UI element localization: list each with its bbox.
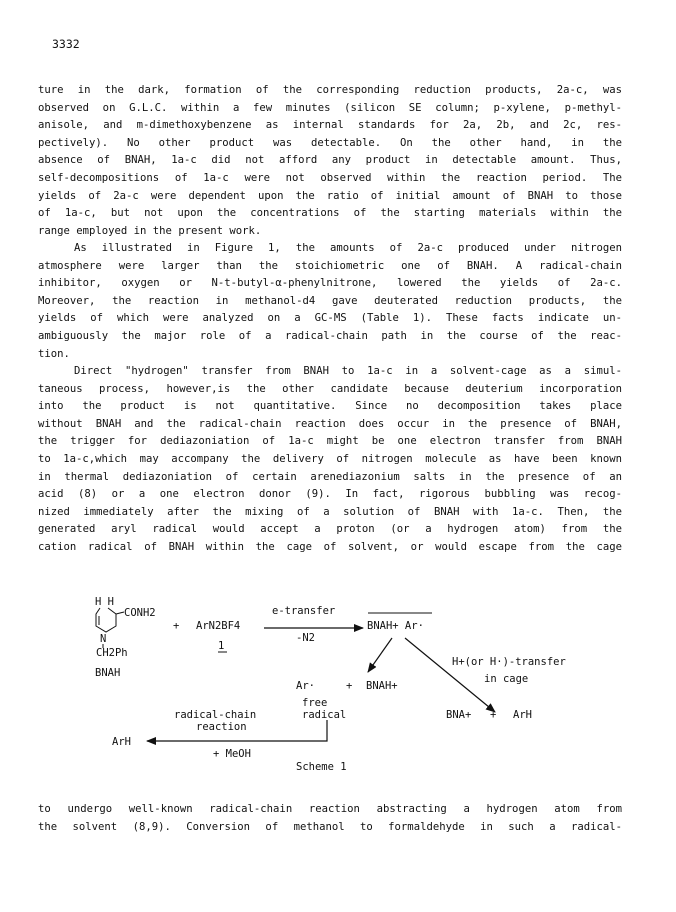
bnah-radical-cation: BNAH+ (366, 680, 398, 692)
cage-transfer-arrow (405, 638, 495, 712)
text-line: range employed in the present work. (38, 224, 262, 237)
methanol-label: + MeOH (213, 748, 251, 760)
plus-sign: + (346, 680, 353, 692)
text-line: inhibitor, oxygen or N-t-butyl-α-phenylnitrone, lowered the yields of 2a-c. (38, 277, 622, 290)
text-line: acid (8) or a one electron donor (9). In fact, rigorous bubbling was recog- (38, 488, 622, 501)
free-radical-label: radical (302, 709, 347, 721)
text-line: As illustrated in Figure 1, the amounts of 2a-c produced under nitrogen (74, 242, 622, 254)
text-line: of 1a-c, but not upon the concentrations of the starting materials within the (38, 207, 622, 220)
bnah-label: BNAH (95, 667, 121, 679)
text-line: in thermal dediazoniation of certain arenediazonium salts in the presence of an (38, 470, 622, 483)
aryl-radical: Ar· (296, 680, 315, 692)
text-line: taneous process, however,is the other candidate because deuterium incorporation (38, 382, 622, 395)
plus-sign: + (173, 620, 180, 632)
ring-nitrogen: N (100, 633, 107, 645)
radical-chain-label: radical-chain (174, 709, 257, 721)
text-line: to undergo well-known radical-chain reaction abstracting a hydrogen atom from (38, 803, 622, 815)
paragraph-3 (38, 363, 622, 557)
paragraph-1 (38, 82, 622, 240)
diazonium-salt: ArN2BF4 (196, 620, 241, 632)
text-line: absence of BNAH, 1a-c did not afford any product in detectable amount. Thus, (38, 154, 622, 167)
paragraph-4 (38, 801, 622, 836)
text-line: anisole, and m-dimethoxybenzene as internal standards for 2a, 2b, and 2c, res- (38, 119, 622, 132)
h-transfer-label: H+(or H·)-transfer (452, 656, 566, 668)
text-line: ambiguously the major role of a radical-chain path in the course of the reac- (38, 329, 622, 342)
text-line: atmosphere were larger than the stoichiometric one of BNAH. A radical-chain (38, 259, 622, 272)
text-line: the trigger for dediazoniation of 1a-c might be one electron transfer from BNAH (38, 435, 622, 448)
text-line: into the product is not quantitative. Since no decomposition takes place (38, 400, 622, 413)
text-line: without BNAH and the radical-chain reaction does occur in the presence of BNAH, (38, 417, 622, 430)
in-cage-label: in cage (484, 673, 529, 685)
text-line: Direct "hydrogen" transfer from BNAH to 1a-c in a solvent-cage as a simul- (74, 365, 622, 377)
paragraph-2 (38, 240, 622, 363)
page-number: 3332 (52, 37, 80, 51)
text-line: cation radical of BNAH within the cage of solvent, or would escape from the cage (38, 540, 622, 553)
compound-number: 1 (218, 640, 225, 652)
bna-cation: BNA+ (446, 709, 472, 721)
text-line: tion. (38, 347, 70, 360)
radical-ion-pair: BNAH+ Ar· (367, 620, 424, 632)
text-line: pectively). No other product was detectable. On the other hand, in the (38, 136, 622, 149)
reaction-scheme (0, 590, 676, 780)
text-line: the solvent (8,9). Conversion of methanol to formaldehyde in such a radical- (38, 820, 622, 833)
text-line: nized immediately after the mixing of a solution of BNAH with 1a-c. Then, the (38, 505, 622, 518)
arene-product: ArH (112, 736, 131, 748)
arene-product: ArH (513, 709, 532, 721)
text-line: Moreover, the reaction in methanol-d4 gave deuterated reduction products, the (38, 294, 622, 307)
text-line: generated aryl radical would accept a proton (or a hydrogen atom) from the (38, 523, 622, 536)
scheme-diagram (0, 590, 676, 780)
scheme-caption: Scheme 1 (296, 761, 347, 773)
bnah-hydrogens: H H (95, 596, 114, 608)
text-line: to 1a-c,which may accompany the delivery of nitrogen molecule as have been known (38, 452, 622, 465)
carboxamide-group: CONH2 (124, 607, 156, 619)
escape-arrow (368, 638, 392, 672)
plus-sign: + (490, 709, 497, 721)
text-line: yields of which were analyzed on a GC-MS (Table 1). These facts indicate un- (38, 312, 622, 325)
e-transfer-label: e-transfer (272, 605, 336, 617)
text-line: yields of 2a-c were dependent upon the ratio of initial amount of BNAH to those (38, 189, 622, 202)
minus-n2-label: -N2 (296, 632, 315, 644)
benzyl-group: CH2Ph (96, 647, 128, 659)
text-line: observed on G.L.C. within a few minutes (silicon SE column; p-xylene, p-methyl- (38, 101, 622, 114)
free-radical-label: free (302, 697, 328, 709)
text-line: self-decompositions of 1a-c were not observed within the reaction period. The (38, 171, 622, 184)
radical-chain-label: reaction (196, 721, 247, 733)
text-line: ture in the dark, formation of the corresponding reduction products, 2a-c, was (38, 84, 622, 96)
